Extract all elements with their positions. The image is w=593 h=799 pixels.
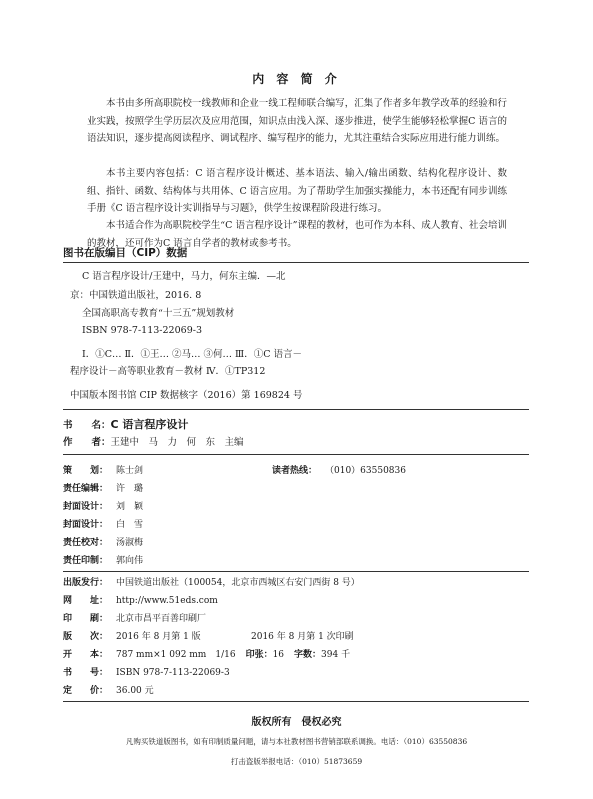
planner-label: 策 划：: [63, 466, 109, 476]
edition-row: [63, 629, 354, 642]
cover-design-2-value: 白 雪: [116, 520, 144, 530]
print-supervisor-label: 责任印制：: [63, 556, 109, 566]
author-value: 王建中 马 力 何 东 主编: [110, 437, 244, 448]
author-row: [63, 434, 244, 448]
cover-design-label: 封面设计：: [63, 502, 109, 512]
publisher-row: [63, 575, 360, 588]
isbn-row: [63, 665, 230, 678]
chief-editor-row: [63, 481, 143, 494]
printer-label: 印 刷：: [63, 614, 109, 624]
rights-statement: 版权所有 侵权必究: [251, 717, 342, 728]
format-label: 开 本：: [63, 650, 109, 660]
format-row: [63, 647, 350, 660]
summary-paragraph-1: 本书由多所高职院校一线教师和企业一线工程师联合编写，汇集了作者多年教学改革的经验和行业实践，按照学生学历层次及应用范围，知识点由浅入深、逐步推进，使学生能够轻松掌握C 语言的语法知识，逐步提高阅读程序、调试程序、编写程序的能力，尤其注重结合实际应用进行能力训练。: [87, 98, 507, 144]
cip-heading: 图书在版编目（CIP）数据: [63, 247, 188, 259]
cover-design-2-row: [63, 517, 143, 530]
planner-value: 陈士剑: [116, 466, 144, 476]
printer-row: [63, 611, 206, 624]
cip-top-rule: [63, 262, 529, 263]
website-label: 网 址：: [63, 596, 109, 606]
words-value: 394 千: [321, 650, 351, 660]
summary-paragraph-3: 本书适合作为高职院校学生“C 语言程序设计”课程的教材，也可作为本科、成人教育、社会培训的教材，还可作为C 语言自学者的教材或参考书。: [87, 220, 507, 249]
website-row: [63, 593, 218, 606]
hotline-label: 读者热线：: [272, 466, 318, 476]
words-label: 字数：: [294, 650, 322, 660]
price-label: 定 价：: [63, 686, 109, 696]
staff-top-rule: [63, 454, 529, 455]
publication-top-rule: [63, 571, 529, 572]
cip-line-6: 程序设计－高等职业教育－教材 Ⅳ．①TP312: [70, 366, 266, 377]
chief-editor-value: 许 璐: [116, 484, 144, 494]
cip-bottom-rule: [63, 409, 529, 410]
cover-design-2-label: 封面设计：: [63, 520, 109, 530]
sheets-label: 印张：: [245, 650, 273, 660]
book-name-label: 书 名：: [63, 420, 111, 431]
print-supervisor-value: 郭向伟: [116, 556, 144, 566]
cover-design-row: [63, 499, 143, 512]
cip-line-5: Ⅰ．①C… Ⅱ．①王… ②马… ③何… Ⅲ．①C 语言－: [82, 349, 303, 360]
cip-line-1: C 语言程序设计/王建中，马力，何东主编．—北: [82, 271, 286, 282]
isbn-label: 书 号：: [63, 668, 109, 678]
book-name-row: [63, 416, 188, 432]
piracy-hotline: 打击盗版举报电话：（010）51873659: [230, 757, 363, 766]
proofread-row: [63, 535, 143, 548]
format-value: 787 mm×1 092 mm 1/16: [116, 650, 236, 660]
summary-paragraph-2: 本书主要内容包括：C 语言程序设计概述、基本语法、输入/输出函数、结构化程序设计、数组、指针、函数、结构体与共用体、C 语言应用。为了帮助学生加强实操能力，本书还配有同步训练手册《C 语言程序设计实训指导与习题》，供学生按课程阶段进行练习。: [87, 168, 507, 214]
sheets-value: 16: [272, 650, 285, 660]
proofread-value: 汤淑梅: [116, 538, 144, 548]
cip-line-2: 京：中国铁道出版社，2016. 8: [70, 290, 202, 301]
author-label: 作 者：: [63, 437, 111, 448]
price-value: 36.00 元: [116, 686, 154, 696]
cip-line-7: 中国版本图书馆 CIP 数据核字（2016）第 169824 号: [70, 390, 303, 401]
summary-title: 内 容 简 介: [252, 72, 341, 86]
printer-value: 北京市昌平百善印刷厂: [116, 614, 207, 624]
hotline-row: [272, 463, 406, 476]
proofread-label: 责任校对：: [63, 538, 109, 548]
publisher-value: 中国铁道出版社（100054，北京市西城区右安门西街 8 号）: [116, 578, 360, 588]
edition-label: 版 次：: [63, 632, 109, 642]
hotline-value: （010）63550836: [325, 466, 406, 476]
cover-design-value: 刘 颖: [116, 502, 144, 512]
quality-notice: 凡购买铁道版图书，如有印制质量问题，请与本社教材图书营销部联系调换。电话：（010）63550836: [125, 737, 468, 746]
chief-editor-label: 责任编辑：: [63, 484, 109, 494]
publisher-label: 出版发行：: [63, 578, 109, 588]
edition-value: 2016 年 8 月第 1 版: [116, 632, 201, 642]
book-name-value: C 语言程序设计: [110, 418, 189, 431]
isbn-value: ISBN 978-7-113-22069-3: [116, 668, 230, 678]
printing-value: 2016 年 8 月第 1 次印刷: [251, 632, 354, 642]
cip-line-3: 全国高职高专教育“十三五”规划教材: [82, 308, 235, 319]
planner-row: [63, 463, 143, 476]
website-value: http://www.51eds.com: [116, 596, 218, 606]
publication-bottom-rule: [63, 701, 529, 702]
print-supervisor-row: [63, 553, 143, 566]
price-row: [63, 683, 154, 696]
cip-line-4: ISBN 978-7-113-22069-3: [82, 325, 202, 336]
